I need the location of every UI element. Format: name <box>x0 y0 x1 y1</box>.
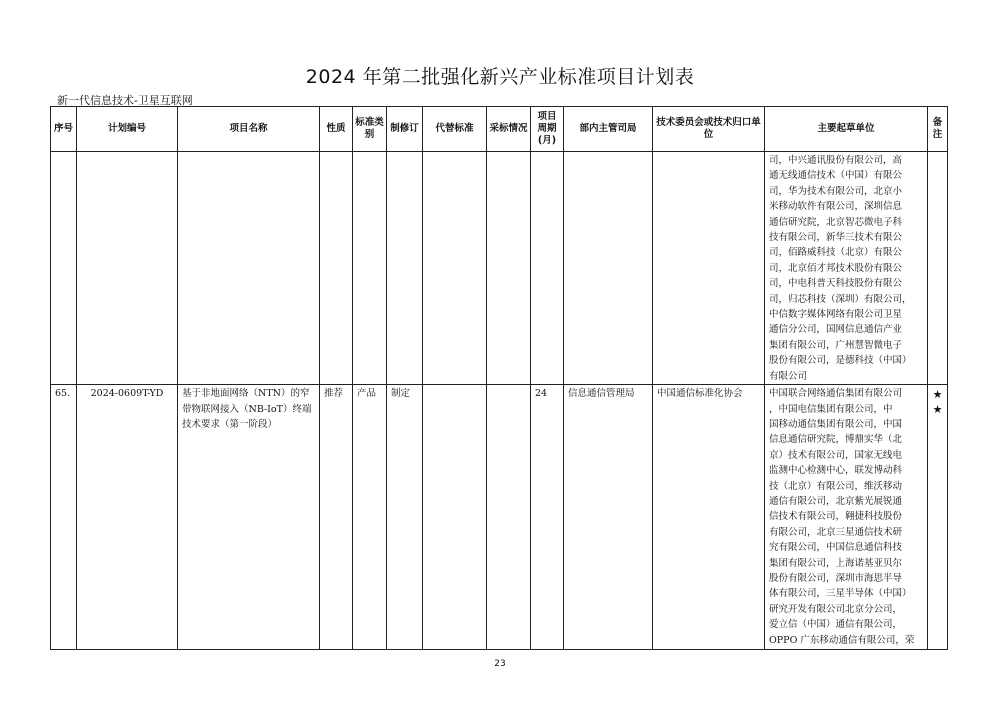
drafter-line: 通信有限公司，北京紫光展锐通 <box>769 495 903 507</box>
cell-revise: 制定 <box>387 385 423 650</box>
drafter-line: 技有限公司，新华三技术有限公 <box>769 232 903 244</box>
drafter-line: 究有限公司，中国信息通信科技 <box>769 542 903 554</box>
cell-adopt <box>487 385 531 650</box>
table-row <box>51 152 948 385</box>
drafter-line: 有限公司，北京三星通信技术研 <box>769 526 903 538</box>
cell-std-type <box>353 152 387 385</box>
drafter-line: 集团有限公司，上海诺基亚贝尔 <box>769 557 903 569</box>
drafter-line: 国移动通信集团有限公司，中国 <box>769 418 903 430</box>
cell-replace <box>423 385 487 650</box>
header-replace: 代替标准 <box>423 107 487 152</box>
cell-seq: 65. <box>51 385 77 650</box>
header-period: 项目周期(月) <box>531 107 564 152</box>
drafter-line: 研究开发有限公司北京分公司， <box>769 603 903 615</box>
drafter-line: 司，中兴通讯股份有限公司，高 <box>769 155 903 166</box>
drafter-line: 爱立信（中国）通信有限公司， <box>769 619 903 631</box>
cell-nature: 推荐 <box>320 385 353 650</box>
drafter-line: ，中国电信集团有限公司，中 <box>769 403 893 415</box>
drafter-line: 司，华为技术有限公司，北京小 <box>769 185 903 197</box>
category-subtitle: 新一代信息技术-卫星互联网 <box>57 94 193 107</box>
drafter-line: 司，北京佰才邦技术股份有限公 <box>769 262 903 274</box>
drafter-line: 集团有限公司，广州慧智微电子 <box>769 339 903 351</box>
page-number: 23 <box>494 659 506 669</box>
drafter-line: OPPO 广东移动通信有限公司，荣 <box>769 634 915 646</box>
cell-dept: 信息通信管理局 <box>564 385 653 650</box>
star-icon: ★ <box>932 388 943 402</box>
header-plan-no: 计划编号 <box>77 107 178 152</box>
drafter-line: 有限公司 <box>769 370 808 382</box>
page-title: 2024 年第二批强化新兴产业标准项目计划表 <box>305 66 695 88</box>
cell-project-name: 基于非地面网络（NTN）的窄带物联网接入（NB-IoT）终端技术要求（第一阶段） <box>178 385 320 650</box>
standards-plan-table <box>50 106 948 650</box>
drafter-line: 股份有限公司，深圳市海思半导 <box>769 572 903 584</box>
drafter-line: 监测中心检测中心，联发博动科 <box>769 465 903 477</box>
cell-committee <box>653 152 765 385</box>
drafter-line: 通信分公司，国网信息通信产业 <box>769 324 903 336</box>
drafter-line: 米移动软件有限公司，深圳信息 <box>769 201 903 213</box>
header-note: 备注 <box>928 107 948 152</box>
drafter-line: 信技术有限公司，翱捷科技股份 <box>769 511 903 523</box>
drafter-line: 中信数字媒体网络有限公司卫星 <box>769 309 903 321</box>
cell-period <box>531 152 564 385</box>
cell-note <box>928 385 948 650</box>
drafter-line: 信息通信研究院，博鼎实华（北 <box>769 434 903 446</box>
cell-period: 24 <box>531 385 564 650</box>
cell-revise <box>387 152 423 385</box>
drafter-line: 司，中电科普天科技股份有限公 <box>769 278 903 290</box>
cell-plan-no: 2024-0609T-YD <box>77 385 178 650</box>
cell-nature <box>320 152 353 385</box>
cell-drafters <box>765 152 928 385</box>
cell-project-name <box>178 152 320 385</box>
star-icon: ★ <box>932 403 943 417</box>
header-std-type: 标准类别 <box>353 107 387 152</box>
table-header-row <box>51 107 948 152</box>
drafter-line: 股份有限公司，是德科技（中国） <box>769 355 912 367</box>
drafter-line: 司，佰路威科技（北京）有限公 <box>769 247 903 259</box>
header-adopt: 采标情况 <box>487 107 531 152</box>
header-committee: 技术委员会或技术归口单位 <box>653 107 765 152</box>
cell-drafters <box>765 385 928 650</box>
header-drafters: 主要起草单位 <box>765 107 928 152</box>
cell-adopt <box>487 152 531 385</box>
header-nature: 性质 <box>320 107 353 152</box>
cell-std-type: 产品 <box>353 385 387 650</box>
cell-replace <box>423 152 487 385</box>
header-project-name: 项目名称 <box>178 107 320 152</box>
cell-dept <box>564 152 653 385</box>
drafter-line: 通无线通信技术（中国）有限公 <box>769 170 903 182</box>
header-dept: 部内主管司局 <box>564 107 653 152</box>
cell-note <box>928 152 948 385</box>
header-seq: 序号 <box>51 107 77 152</box>
drafter-line: 体有限公司，三星半导体（中国） <box>769 588 912 600</box>
drafter-line: 司，归芯科技（深圳）有限公司， <box>769 293 912 305</box>
table-row <box>51 385 948 650</box>
cell-plan-no <box>77 152 178 385</box>
drafter-line: 通信研究院，北京智芯微电子科 <box>769 216 903 228</box>
drafter-line: 京）技术有限公司，国家无线电 <box>769 449 903 461</box>
cell-committee: 中国通信标准化协会 <box>653 385 765 650</box>
drafter-line: 技（北京）有限公司，维沃移动 <box>769 480 903 492</box>
drafter-line: 中国联合网络通信集团有限公司 <box>769 388 903 400</box>
cell-seq <box>51 152 77 385</box>
header-revise: 制修订 <box>387 107 423 152</box>
